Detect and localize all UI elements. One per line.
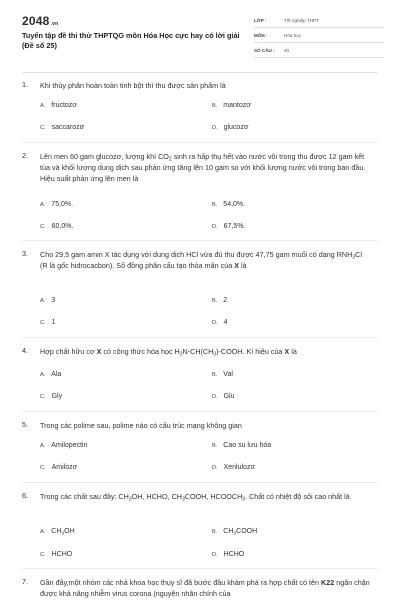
option-d[interactable] [212, 393, 235, 400]
question-divider [22, 240, 378, 241]
option-letter: A. [40, 372, 46, 378]
logo-suffix-text: .vn [50, 21, 59, 27]
option-c[interactable] [40, 464, 77, 471]
option-d[interactable] [212, 223, 245, 230]
option-letter: C. [40, 224, 46, 230]
option-text: 3 [51, 297, 56, 304]
question-number: 3. [22, 249, 28, 258]
option-text: HCHO [51, 551, 73, 558]
option-text: Val [223, 371, 233, 378]
meta-class-label: LỚP : [254, 17, 267, 23]
question-text: Cho 29,5 gam amin X tác dụng với dung dịch HCl vừa đủ thu được 47,75 gam muối có dạng $RNH_3Cl$ (R là gốc hidrocacbon). Số đồng phân cấu tạo thỏa mãn của X là [40, 250, 362, 270]
logo-main-text: 2048 [22, 14, 50, 28]
option-text: 75,0%. [51, 201, 74, 208]
option-c[interactable] [40, 551, 72, 558]
option-letter: D. [212, 394, 218, 400]
question-number: 1. [22, 80, 28, 89]
option-text: glucozơ [223, 124, 249, 131]
option-letter: C. [40, 125, 46, 131]
question-number: 2. [22, 151, 28, 160]
meta-count [254, 44, 384, 58]
meta-subject-value: Hóa học [284, 32, 302, 38]
option-letter: C. [40, 394, 46, 400]
option-text: fructozơ [51, 102, 77, 109]
option-c[interactable] [40, 124, 84, 131]
question-number: 6. [22, 491, 28, 500]
meta-class [254, 14, 384, 28]
question-number: 7. [22, 577, 28, 586]
option-text: $CH_3COOH$ [223, 528, 258, 537]
option-letter: B. [212, 202, 218, 208]
option-letter: D. [212, 465, 218, 471]
option-letter: C. [40, 465, 46, 471]
option-letter: B. [212, 443, 218, 449]
option-c[interactable] [40, 393, 62, 400]
option-a[interactable] [40, 528, 75, 535]
question-divider [22, 411, 378, 412]
option-text: 67,5%. [223, 223, 246, 230]
option-b[interactable] [212, 528, 257, 535]
option-letter: C. [40, 320, 46, 326]
option-letter: B. [212, 298, 218, 304]
meta-count-label: SỐ CÂU : [254, 47, 275, 53]
option-text: mantozơ [223, 102, 251, 109]
meta-subject-label: MÔN : [254, 32, 268, 38]
option-text: $CH_3OH$ [51, 528, 75, 537]
option-d[interactable] [212, 464, 255, 471]
option-letter: A. [40, 298, 46, 304]
option-c[interactable] [40, 319, 56, 326]
question-text: Gần đây,một nhóm các nhà khoa học thụy sĩ đã bước đầu khám phá ra hợp chất có tên K22 ngăn chặn được khả năng nhiễm virus corona (nguyên nhân chính của [40, 578, 370, 598]
option-text: Xenlulozơ [223, 464, 256, 471]
option-letter: B. [212, 529, 218, 535]
question-text: Lên men 60 gam glucozơ, lượng khí $CO_2$ sinh ra hấp thụ hết vào nước vôi trong thu được 12 gam kết tủa và khối lượng dung dịch sau phản ứng tăng lên 10 gam so với khối lượng nước vôi trong ban đầu. Hiệu suất phản ứng lên men là [40, 152, 366, 183]
option-letter: A. [40, 529, 46, 535]
option-text: Glu [223, 393, 235, 400]
option-letter: D. [212, 125, 218, 131]
option-text: 2 [223, 297, 228, 304]
header-divider [22, 72, 378, 73]
meta-count-value: 40 [284, 47, 290, 53]
question-number: 4. [22, 346, 28, 355]
option-b[interactable] [212, 102, 251, 109]
option-text: 1 [51, 319, 56, 326]
option-text: Ala [51, 371, 62, 378]
option-text: 54,0%. [223, 201, 246, 208]
option-text: HCHO [223, 551, 245, 558]
option-a[interactable] [40, 102, 77, 109]
option-letter: B. [212, 103, 218, 109]
question-text: Hợp chất hữu cơ X có công thức hóa học $H_2N-CH(CH_3)$-COOH. Kí hiệu của X là [40, 347, 297, 358]
option-text: 60,0%. [51, 223, 74, 230]
option-text: Gly [51, 393, 63, 400]
option-a[interactable] [40, 297, 55, 304]
exam-meta [254, 14, 384, 59]
option-text: Amilozơ [51, 464, 78, 471]
question-divider [22, 482, 378, 483]
site-logo[interactable] [22, 14, 58, 28]
option-letter: A. [40, 103, 46, 109]
option-letter: D. [212, 224, 218, 230]
option-text: Cao su lưu hóa [223, 442, 272, 449]
option-b[interactable] [212, 371, 233, 378]
question-divider [22, 337, 378, 338]
option-letter: D. [212, 320, 218, 326]
option-d[interactable] [212, 124, 248, 131]
option-b[interactable] [212, 201, 245, 208]
option-text: 4 [223, 319, 228, 326]
option-letter: B. [212, 372, 218, 378]
question-text: Trong các polime sau, polime nào có cấu trúc mạng không gian [40, 421, 242, 430]
option-a[interactable] [40, 371, 61, 378]
question-text: Khi thủy phân hoàn toàn tinh bột thì thu được sản phẩm là [40, 81, 226, 90]
option-d[interactable] [212, 551, 244, 558]
meta-class-value: Tốt nghiệp THPT [284, 17, 319, 23]
meta-subject [254, 29, 384, 43]
option-letter: A. [40, 443, 46, 449]
question-divider [22, 568, 378, 569]
option-d[interactable] [212, 319, 228, 326]
option-text: Amilopectin [51, 442, 88, 449]
question-divider [22, 142, 378, 143]
question-number: 5. [22, 420, 28, 429]
question-text: Trong các chất sau đây: $CH_3OH$, HCHO, $CH_3COOH$, $HCOOCH_3$. Chất có nhiệt độ sôi cao nhất là [40, 492, 350, 503]
option-b[interactable] [212, 442, 271, 449]
option-letter: A. [40, 202, 46, 208]
option-letter: D. [212, 552, 218, 558]
option-a[interactable] [40, 442, 87, 449]
option-text: saccarozơ [51, 124, 85, 131]
option-b[interactable] [212, 297, 227, 304]
option-c[interactable] [40, 223, 73, 230]
header [0, 0, 400, 64]
exam-title: Tuyển tập đề thi thử THPTQG môn Hóa Học cực hay có lời giải (Đề số 25) [22, 31, 240, 50]
option-a[interactable] [40, 201, 73, 208]
option-letter: C. [40, 552, 46, 558]
